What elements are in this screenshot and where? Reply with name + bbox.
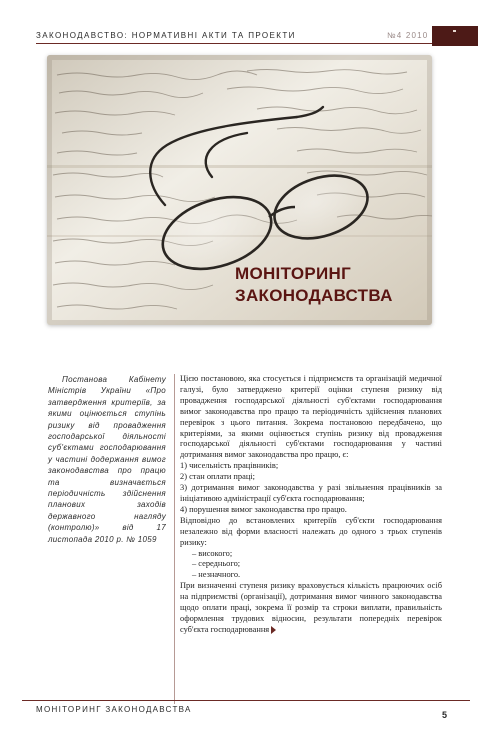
closing-paragraph	[180, 581, 442, 636]
hero-title	[235, 263, 393, 307]
paper-fold	[47, 165, 432, 168]
column-divider	[174, 374, 175, 704]
page-header	[22, 26, 470, 46]
article-body	[180, 374, 442, 636]
criteria-list-item: 4) порушення вимог законодавства про працю.	[180, 504, 347, 514]
hero-image	[47, 55, 432, 325]
header-issue-number: №4 2010	[387, 31, 429, 40]
page-footer	[22, 700, 470, 725]
footer-title: МОНІТОРИНГ ЗАКОНОДАВСТВА	[36, 705, 192, 714]
page-number: 5	[442, 710, 448, 720]
criteria-list-item: 1) чисельність працівників;	[180, 461, 279, 471]
article-intro-paragraph: Цією постановою, яка стосується і підприємств та організацій медичної галузі, було затверджено критерії оцінки ступеня ризику від провадження господарської діяльності суб'єктами господарювання вимог законодавства про працю та періодичність здійснення планових перевірок з цього питання. Зокрема постановою передбачено, що критеріями, за якими оцінюється ступінь ризику від провадження господарської діяльності суб'єктами господарювання у частині дотримання вимог законодавства про працю, є:	[180, 374, 442, 460]
header-title: ЗАКОНОДАВСТВО: НОРМАТИВНІ АКТИ ТА ПРОЕКТИ	[36, 31, 296, 40]
header-tab	[432, 26, 478, 46]
criteria-list-item: 2) стан оплати праці;	[180, 472, 255, 482]
risk-degree-item: – незначного.	[192, 570, 241, 580]
risk-degree-item: – високого;	[192, 548, 233, 558]
decree-citation: Постанова Кабінету Міністрів України «Про затвердження критеріїв, за якими оцінюється ступінь ризику від провадження господарської діяльності суб'єктами господарювання у частині додержання вимог законодавства про працю та визначається періодичність здійснення планових заходів державного нагляду (контролю)» від 17 листопада 2010 р. № 1059	[48, 375, 166, 544]
header-tab-mark	[453, 30, 456, 32]
closing-text: При визначенні ступеня ризику враховується кількість працюючих осіб на підприємстві (організації), дотримання вимог чинного законодавства щодо оплати праці, зокрема її розмір та строки виплати, правильність оформлення трудових відносин, результати попередніх перевірок суб'єкта господарювання	[180, 581, 442, 634]
criteria-list-item: 3) дотримання вимог законодавства у разі звільнення працівників за ініціативою адміністрації суб'єкта господарювання;	[180, 483, 442, 503]
hero-title-line: МОНІТОРИНГ	[235, 264, 352, 283]
risk-degree-item: – середнього;	[192, 559, 241, 569]
triangle-right-icon	[271, 626, 276, 634]
risk-degrees-paragraph: Відповідно до встановлених критеріїв суб'єкти господарювання незалежно від форми власності належать до одного з трьох ступенів ризику:	[180, 515, 442, 547]
hero-title-line: ЗАКОНОДАВСТВА	[235, 286, 393, 305]
footer-rule	[22, 700, 470, 701]
header-rule	[36, 43, 432, 44]
